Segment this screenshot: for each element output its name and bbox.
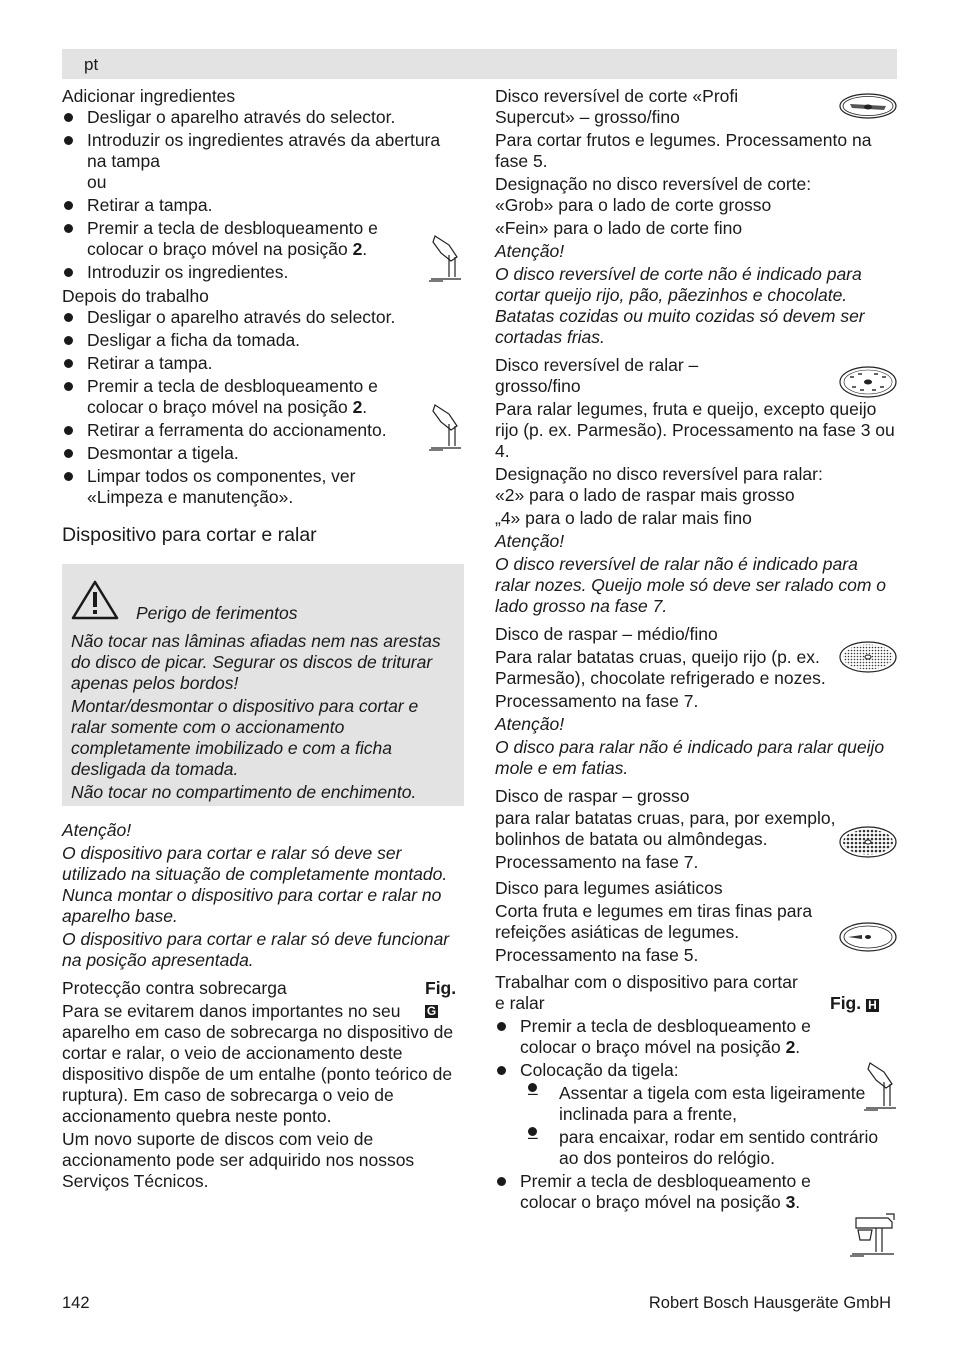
list-item: Retirar a ferramenta do accionamento. — [62, 420, 464, 441]
warning-text: Não tocar no compartimento de enchimento. — [71, 782, 417, 802]
coarse-grating-disc-icon — [838, 825, 898, 859]
attention-text: O dispositivo para cortar e ralar só deve ser utilizado na situação de completamente montado. Nunca montar o dispositivo para cortar e ralar no aparelho base. — [62, 843, 448, 926]
overload-text: Para se evitarem danos importantes no seu aparelho em caso de sobrecarga no dispositivo de cortar e ralar, o veio de accionamento deste dispositivo dispõe de um entalhe (ponto teórico de ruptura). Em caso de sobrecarga o veio de accionamento quebra neste ponto. — [62, 1001, 454, 1126]
list-item: Retirar a tampa. — [62, 195, 464, 216]
list-item: Premir a tecla de desbloqueamento e colocar o braço móvel na posição 3. — [495, 1171, 897, 1213]
arm-position-2-icon — [427, 233, 465, 283]
disc-heading: Disco reversível de corte «Profi Supercut» – grosso/fino — [495, 86, 739, 127]
list-item: Colocação da tigela: – Assentar a tigela com esta ligeiramente inclinada para a frente, – para encaixar, rodar em sentido contrário ao dos ponteiros do relógio. — [495, 1060, 897, 1169]
warning-title: Perigo de ferimentos — [136, 603, 298, 623]
list-item: Limpar todos os componentes, ver «Limpeza e manutenção». — [62, 466, 464, 508]
attention-text: O disco para ralar não é indicado para ralar queijo mole e em fatias. — [495, 737, 885, 778]
paragraph: Designação no disco reversível de corte: — [495, 174, 812, 194]
warning-text: Montar/desmontar o dispositivo para cortar e ralar somente com o accionamento completamente imobilizado e com a ficha desligada da tomada. — [71, 696, 419, 779]
language-bar — [62, 49, 897, 79]
device-section-heading: Dispositivo para cortar e ralar — [62, 524, 317, 546]
attention-text: O disco reversível de corte não é indicado para cortar queijo rijo, pão, pãezinhos e chocolate. Batatas cozidas ou muito cozidas só devem ser cortadas frias. — [495, 264, 865, 347]
attention-text: O dispositivo para cortar e ralar só deve funcionar na posição apresentada. — [62, 929, 450, 970]
warning-triangle-icon — [71, 580, 119, 620]
paragraph: Designação no disco reversível para ralar: — [495, 464, 823, 484]
list-item: Desligar a ficha da tomada. — [62, 330, 464, 351]
after-work-list — [62, 307, 464, 508]
asian-vegetable-disc-icon — [838, 920, 898, 954]
reversible-grating-disc-icon — [838, 365, 898, 399]
figure-reference: Fig. H — [830, 993, 879, 1014]
list-item: Desligar o aparelho através do selector. — [62, 307, 464, 328]
list-item: Introduzir os ingredientes através da abertura na tampa ou — [62, 130, 464, 193]
arm-position-2-icon — [860, 1060, 898, 1112]
list-item: Retirar a tampa. — [62, 353, 464, 374]
list-item: Premir a tecla de desbloqueamento e colocar o braço móvel na posição 2. — [62, 376, 464, 418]
disc-heading: Disco de raspar – médio/fino — [495, 624, 718, 644]
attention-label: Atenção! — [495, 714, 565, 734]
arm-position-3-icon — [848, 1212, 898, 1258]
slicing-disc-icon — [838, 91, 898, 121]
overload-text: Um novo suporte de discos com veio de accionamento pode ser adquirido nos nossos Serviços Técnicos. — [62, 1129, 415, 1191]
list-item: Desmontar a tigela. — [62, 443, 464, 464]
paragraph: Para ralar legumes, fruta e queijo, excepto queijo rijo (p. ex. Parmesão). Processamento na fase 3 ou 4. — [495, 399, 895, 461]
paragraph: para ralar batatas cruas, para, por exemplo, bolinhos de batata ou almôndegas. — [495, 808, 836, 849]
overload-heading: Protecção contra sobrecarga Fig. G — [62, 978, 464, 999]
paragraph: Processamento na fase 7. — [495, 852, 699, 872]
list-item: Introduzir os ingredientes. — [62, 262, 464, 283]
attention-label: Atenção! — [495, 241, 565, 261]
paragraph: «Fein» para o lado de corte fino — [495, 218, 743, 238]
page-number: 142 — [62, 1294, 90, 1312]
warning-text: Não tocar nas lâminas afiadas nem nas arestas do disco de picar. Segurar os discos de triturar apenas pelos bordos! — [71, 631, 441, 693]
dash-item: – Assentar a tigela com esta ligeiramente inclinada para a frente, — [495, 1083, 897, 1125]
list-item: Desligar o aparelho através do selector. — [62, 107, 464, 128]
add-ingredients-heading: Adicionar ingredientes — [62, 86, 236, 106]
left-column — [62, 86, 464, 1192]
add-ingredients-list — [62, 107, 464, 283]
attention-label: Atenção! — [495, 531, 565, 551]
paragraph: Para ralar batatas cruas, queijo rijo (p. ex. Parmesão), chocolate refrigerado e nozes. — [495, 647, 826, 688]
paragraph: «2» para o lado de raspar mais grosso — [495, 485, 795, 505]
dash-item: – para encaixar, rodar em sentido contrário ao dos ponteiros do relógio. — [495, 1127, 897, 1169]
paragraph: Processamento na fase 5. — [495, 945, 699, 965]
paragraph: Processamento na fase 7. — [495, 691, 699, 711]
attention-label: Atenção! — [62, 820, 132, 840]
paragraph: „4» para o lado de ralar mais fino — [495, 508, 752, 528]
paragraph: Para cortar frutos e legumes. Processamento na fase 5. — [495, 130, 872, 171]
or-text: ou — [87, 172, 107, 192]
after-work-heading: Depois do trabalho — [62, 286, 209, 306]
paragraph: Corta fruta e legumes em tiras finas para refeições asiáticas de legumes. — [495, 901, 813, 942]
attention-text: O disco reversível de ralar não é indicado para ralar nozes. Queijo mole só deve ser ralado com o lado grosso na fase 7. — [495, 554, 887, 616]
disc-heading: Disco reversível de ralar – grosso/fino — [495, 355, 699, 396]
right-column — [495, 86, 897, 1215]
fine-grating-disc-icon — [838, 640, 898, 674]
danger-warning-box — [62, 564, 464, 806]
work-list — [495, 1016, 897, 1213]
arm-position-2-icon — [427, 402, 465, 452]
disc-heading: Disco para legumes asiáticos — [495, 878, 723, 898]
paragraph: «Grob» para o lado de corte grosso — [495, 195, 772, 215]
figure-reference: Fig. G — [425, 978, 457, 1018]
disc-heading: Disco de raspar – grosso — [495, 786, 690, 806]
language-code: pt — [84, 55, 99, 74]
list-item: Premir a tecla de desbloqueamento e colocar o braço móvel na posição 2. — [62, 218, 464, 260]
company-name: Robert Bosch Hausgeräte GmbH — [648, 1294, 891, 1312]
list-item: Premir a tecla de desbloqueamento e colocar o braço móvel na posição 2. — [495, 1016, 897, 1058]
work-heading: Trabalhar com o dispositivo para cortar e ralar Fig. H — [495, 972, 897, 1014]
